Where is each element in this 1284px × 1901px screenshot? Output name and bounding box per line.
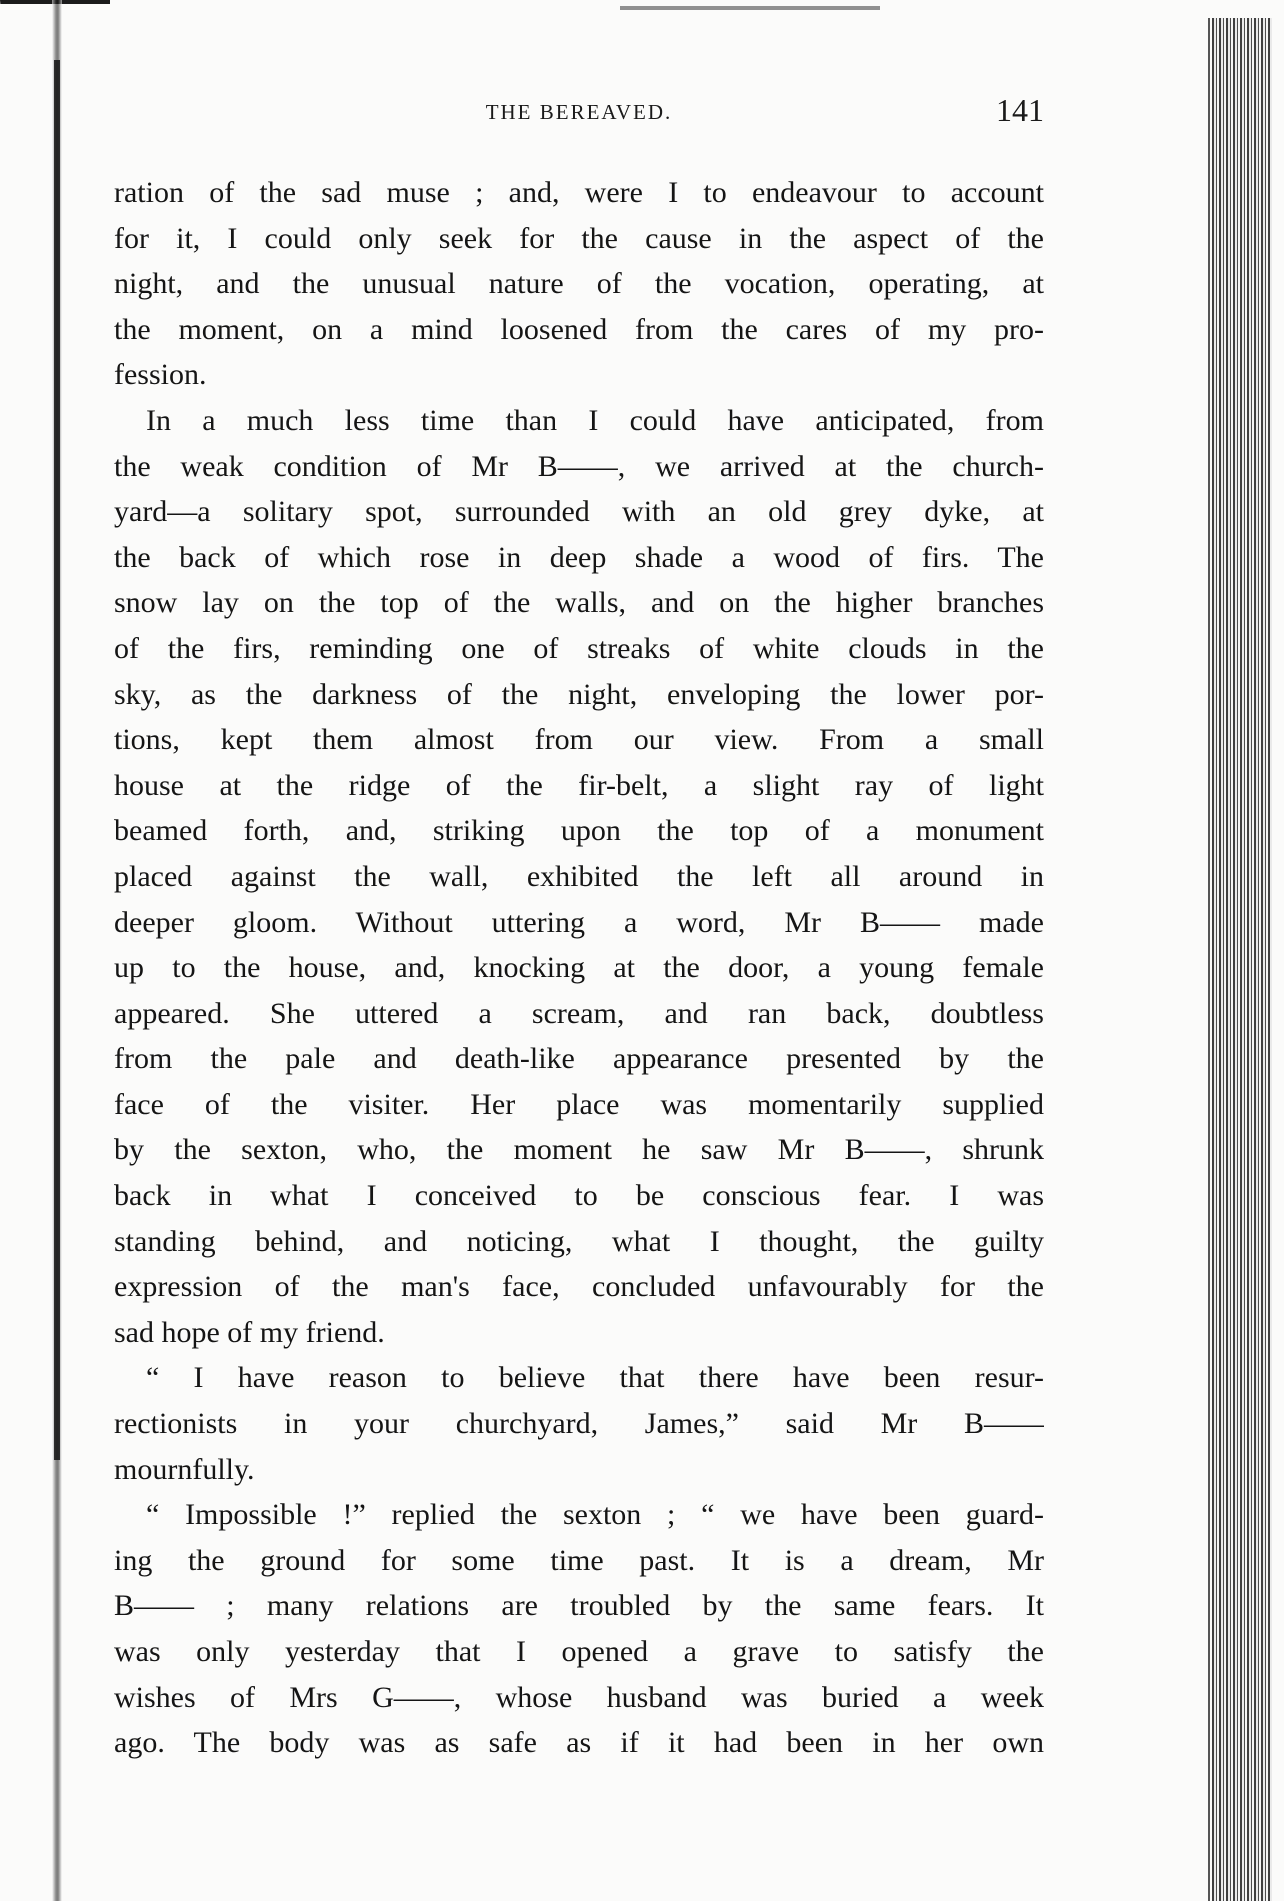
text-line: face of the visiter. Her place was momentarily supplied [114, 1087, 1044, 1121]
text-line: up to the house, and, knocking at the door, a young female [114, 951, 1044, 985]
text-line: appeared. She uttered a scream, and ran back, doubtless [114, 996, 1044, 1030]
text-line: fession. [114, 358, 207, 392]
body-text [114, 170, 1044, 1766]
text-line: ration of the sad muse ; and, were I to endeavour to account [114, 176, 1044, 209]
text-line: house at the ridge of the fir-belt, a slight ray of light [114, 768, 1044, 802]
text-line: ago. The body was as safe as if it had been in her own [114, 1726, 1044, 1760]
text-line: B—— ; many relations are troubled by the same fears. It [114, 1589, 1044, 1623]
running-head: THE BEREAVED. [485, 100, 673, 124]
text-line: mournfully. [114, 1452, 255, 1486]
text-line: beamed forth, and, striking upon the top of a monument [114, 814, 1044, 848]
text-line: placed against the wall, exhibited the left all around in [114, 859, 1044, 893]
text-line: of the firs, reminding one of streaks of white clouds in the [114, 631, 1044, 665]
text-line: yard—a solitary spot, surrounded with an old grey dyke, at [114, 495, 1044, 529]
text-line: deeper gloom. Without uttering a word, Mr B—— made [114, 905, 1044, 939]
text-line: “ Impossible !” replied the sexton ; “ we have been guard- [146, 1498, 1044, 1532]
text-line: the weak condition of Mr B——, we arrived at the church- [114, 449, 1044, 483]
text-line: the moment, on a mind loosened from the cares of my pro- [114, 312, 1044, 346]
text-line: sad hope of my friend. [114, 1315, 385, 1349]
text-line: was only yesterday that I opened a grave to satisfy the [114, 1635, 1044, 1668]
text-line: tions, kept them almost from our view. From a small [114, 723, 1044, 757]
text-line: sky, as the darkness of the night, enveloping the lower por- [114, 677, 1044, 711]
text-line: the back of which rose in deep shade a wood of firs. The [114, 540, 1044, 574]
page-header [114, 92, 1044, 132]
text-line: In a much less time than I could have anticipated, from [146, 403, 1044, 437]
text-line: ing the ground for some time past. It is a dream, Mr [114, 1543, 1044, 1577]
text-line: expression of the man's face, concluded unfavourably for the [114, 1270, 1044, 1304]
text-line: by the sexton, who, the moment he saw Mr B——, shrunk [114, 1133, 1044, 1167]
text-line: rectionists in your churchyard, James,” said Mr B—— [114, 1407, 1044, 1441]
text-line: from the pale and death-like appearance presented by the [114, 1042, 1044, 1076]
text-line: for it, I could only seek for the cause in the aspect of the [114, 221, 1044, 255]
text-line: back in what I conceived to be conscious fear. I was [114, 1179, 1044, 1213]
text-line: standing behind, and noticing, what I thought, the guilty [114, 1224, 1044, 1258]
page-edge-strip [1212, 18, 1272, 1901]
page-edge-border [1208, 18, 1210, 1901]
text-line: snow lay on the top of the walls, and on the higher branches [114, 586, 1044, 620]
text-line: “ I have reason to believe that there have been resur- [146, 1361, 1044, 1395]
top-edge-mark [620, 6, 880, 10]
binding-shadow-dark [54, 60, 60, 1460]
text-line: wishes of Mrs G——, whose husband was buried a week [114, 1680, 1044, 1714]
text-line: night, and the unusual nature of the vocation, operating, at [114, 267, 1044, 301]
page-number: 141 [996, 92, 1044, 128]
